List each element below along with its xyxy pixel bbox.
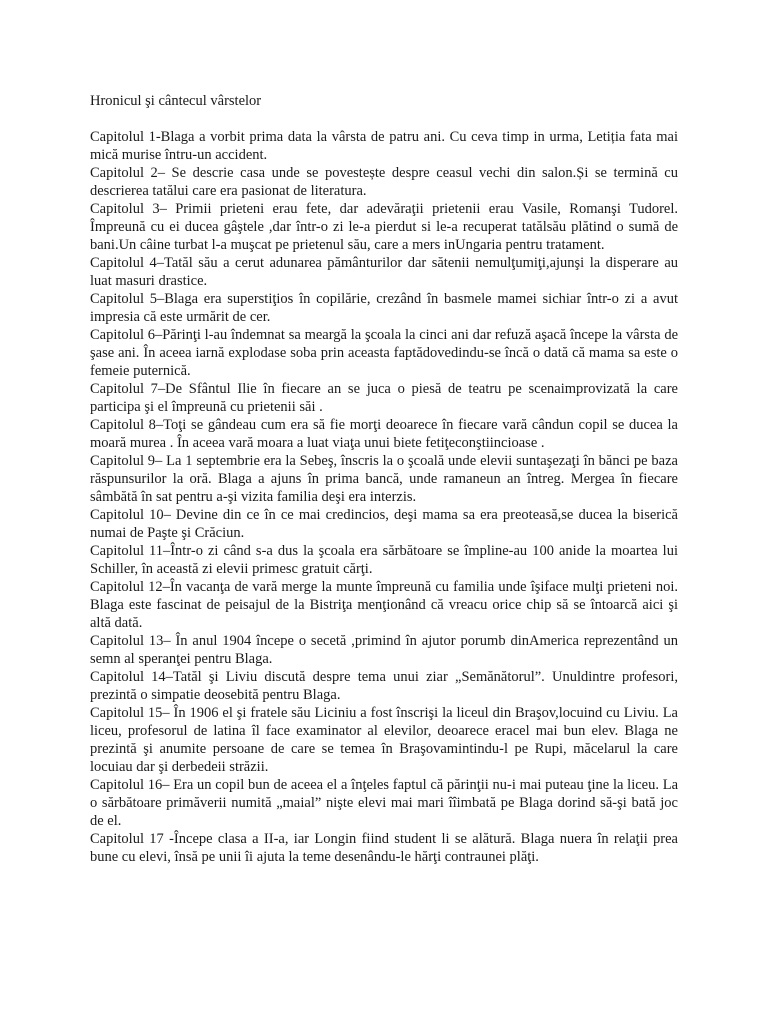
- paragraph-chapter-4: Capitolul 4–Tatăl său a cerut adunarea pământurilor dar sătenii nemulţumiţi,ajunşi la disperare au luat masuri drastice.: [90, 255, 678, 289]
- document-body: [90, 128, 678, 866]
- paragraph-chapter-16: Capitolul 16– Era un copil bun de aceea el a înţeles faptul că părinţii nu-i mai puteau ţine la liceu. La o sărbătoare primăverii numită „maial” nişte elevi mai mari îîimbată pe Blaga dorind să-şi bată joc de el.: [90, 777, 678, 829]
- paragraph-chapter-17: Capitolul 17 -Începe clasa a II-a, iar Longin fiind student li se alătură. Blaga nuera în relaţii prea bune cu elevi, însă pe unii îi ajuta la teme desenându-le hărţi contraunei plăţi.: [90, 831, 678, 865]
- paragraph-chapter-15: Capitolul 15– În 1906 el şi fratele său Liciniu a fost înscrişi la liceul din Braşov,locuind cu Liviu. La liceu, profesorul de latina îl face examinator al elevilor, deoarece eracel mai bun elev. Blaga ne prezintă şi anumite persoane de care se temea în Braşovamintindu-l pe Rupi, măcelarul la care locuiau dar şi derbedeii străzii.: [90, 705, 678, 775]
- paragraph-chapter-12: Capitolul 12–În vacanţa de vară merge la munte împreună cu familia unde îşiface mulţi prieteni noi. Blaga este fascinat de peisajul de la Bistriţa menţionând că vreacu orice chip să se întoarcă aici şi altă dată.: [90, 579, 678, 631]
- document-title: Hronicul şi cântecul vârstelor: [90, 93, 262, 109]
- paragraph-chapter-9: Capitolul 9– La 1 septembrie era la Sebeş, înscris la o şcoală unde elevii suntaşezaţi în bănci pe baza răspunsurilor la oră. Blaga a ajuns în prima bancă, unde ramaneun an întreg. Mergea în fiecare sâmbătă în sat pentru a-şi vizita familia deşi era interzis.: [90, 453, 678, 505]
- paragraph-chapter-6: Capitolul 6–Părinţi l-au îndemnat sa meargă la şcoala la cinci ani dar refuză aşacă începe la vârsta de şase ani. În aceea iarnă explodase soba prin aceasta faptădovedindu-se încă o dată că mama sa este o femeie puternică.: [90, 327, 678, 379]
- paragraph-chapter-3: Capitolul 3– Primii prieteni erau fete, dar adevăraţii prietenii erau Vasile, Romanşi Tudorel. Împreună cu ei ducea gâştele ,dar într-o zi le-a pierdut si le-a recuperat tatălsău plătind o sumă de bani.Un câine turbat l-a muşcat pe prietenul său, care a mers inUngaria pentru tratament.: [90, 201, 678, 253]
- document-page: [90, 92, 678, 866]
- paragraph-chapter-10: Capitolul 10– Devine din ce în ce mai credincios, deşi mama sa era preoteasă,se ducea la biserică numai de Paşte şi Crăciun.: [90, 507, 678, 541]
- paragraph-chapter-11: Capitolul 11–Într-o zi când s-a dus la şcoala era sărbătoare se împline-au 100 anide la moartea lui Schiller, în această zi elevii primesc gratuit cărţi.: [90, 543, 678, 577]
- paragraph-chapter-7: Capitolul 7–De Sfântul Ilie în fiecare an se juca o piesă de teatru pe scenaimprovizată la care participa şi el împreună cu prietenii săi .: [90, 381, 678, 415]
- paragraph-chapter-5: Capitolul 5–Blaga era superstiţios în copilărie, crezând în basmele mamei sichiar într-o zi a avut impresia că este urmărit de cer.: [90, 291, 678, 325]
- paragraph-chapter-2: Capitolul 2– Se descrie casa unde se povestește despre ceasul vechi din salon.Și se termină cu descrierea tatălui care era pasionat de literatura.: [90, 165, 678, 199]
- paragraph-chapter-14: Capitolul 14–Tatăl şi Liviu discută despre tema unui ziar „Semănătorul”. Unuldintre profesori, prezintă o simpatie deosebită pentru Blaga.: [90, 669, 678, 703]
- paragraph-chapter-8: Capitolul 8–Toţi se gândeau cum era să fie morţi deoarece în fiecare vară cândun copil se ducea la moară murea . În aceea vară moara a luat viaţa unui biete fetiţeconştiincioase .: [90, 417, 678, 451]
- paragraph-chapter-13: Capitolul 13– În anul 1904 începe o secetă ,primind în ajutor porumb dinAmerica reprezentând un semn al speranţei pentru Blaga.: [90, 633, 678, 667]
- paragraph-chapter-1: Capitolul 1-Blaga a vorbit prima data la vârsta de patru ani. Cu ceva timp in urma, Letiția fata mai mică murise întru-un accident.: [90, 129, 678, 163]
